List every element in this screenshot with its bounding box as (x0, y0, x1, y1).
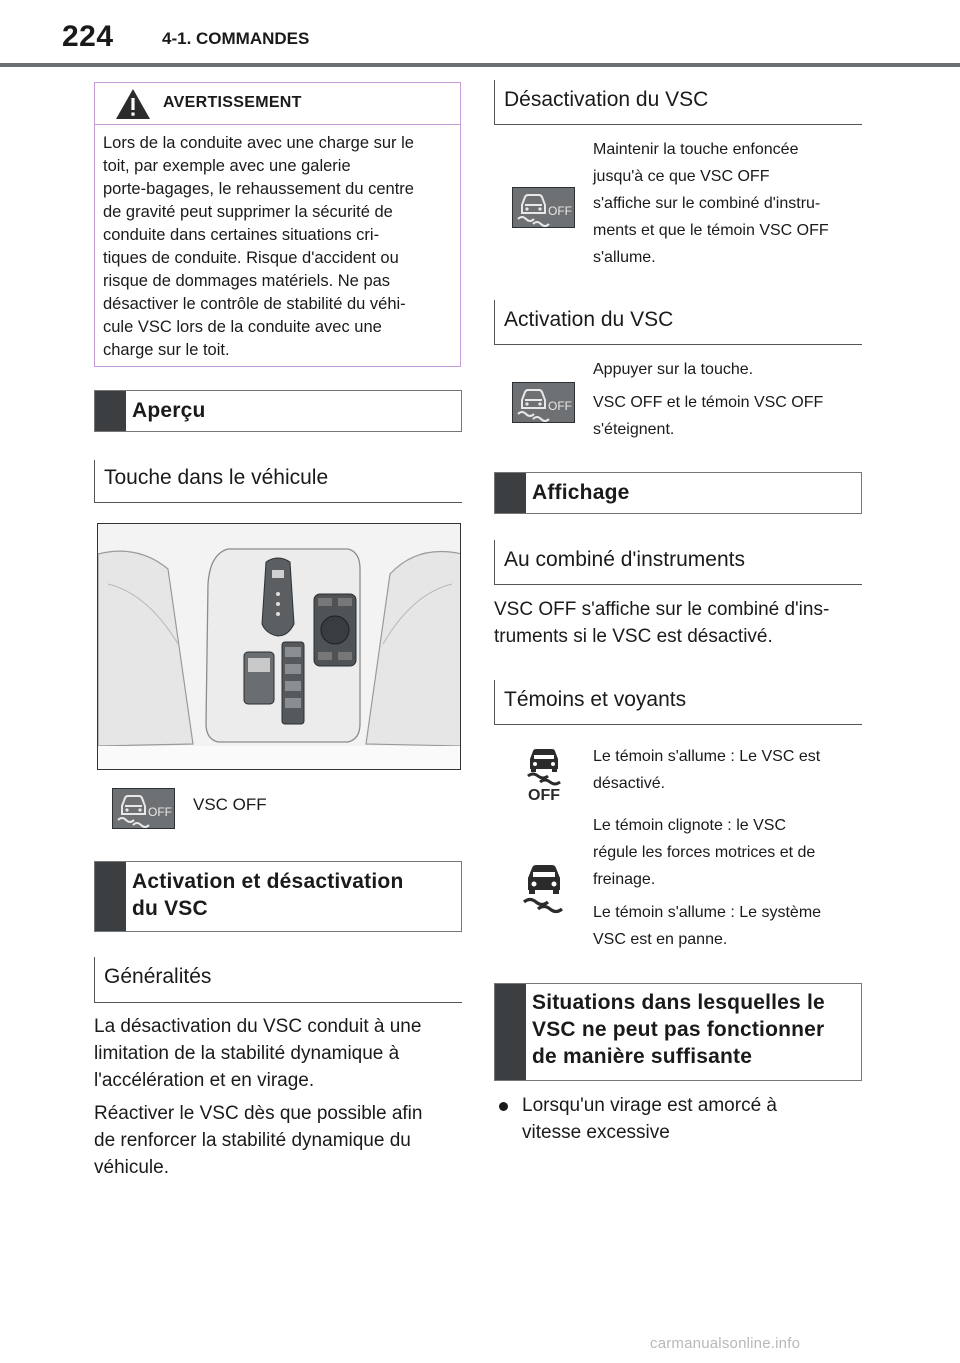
warning-title: AVERTISSEMENT (163, 94, 302, 111)
vsc-off-button-icon (512, 187, 575, 228)
section-title: 4-1. COMMANDES (162, 29, 310, 48)
subheading-desactivation (494, 80, 862, 125)
temoin2-text-2: Le témoin s'allume : Le système VSC est en panne. (593, 904, 822, 948)
warning-header (95, 83, 460, 125)
console-illustration (97, 523, 461, 770)
heading-apercu-text: Aperçu (132, 399, 206, 422)
subheading-activation (494, 300, 862, 345)
vsc-button-off-text: OFF (548, 399, 572, 413)
subheading-desactivation-text: Désactivation du VSC (504, 88, 709, 111)
paragraph-limitation: La désactivation du VSC conduit à une limitation de la stabilité dynamique à l'accélération et en virage. (94, 1016, 422, 1091)
subheading-temoins-text: Témoins et voyants (504, 688, 687, 711)
warning-box (94, 82, 461, 367)
subheading-activation-text: Activation du VSC (504, 308, 674, 331)
subheading-combine (494, 540, 862, 585)
heading-situations-text: Situations dans lesquelles le VSC ne peut pas fonctionner de manière suffisante (532, 991, 825, 1068)
subheading-temoins (494, 680, 862, 725)
console-drawing (98, 524, 461, 770)
vsc-button-off-text: OFF (148, 805, 172, 819)
vsc-off-label: VSC OFF (193, 795, 267, 814)
header-rule (0, 63, 960, 67)
subheading-touche (94, 460, 462, 503)
vsc-off-indicator-icon (524, 745, 564, 802)
paragraph-reactiver: Réactiver le VSC dès que possible afin de renforcer la stabilité dynamique du véhicule. (94, 1103, 423, 1178)
heading-affichage (494, 472, 862, 514)
temoin2-text-1: Le témoin clignote : le VSC régule les forces motrices et de freinage. (593, 817, 816, 888)
heading-situations (494, 983, 862, 1081)
desactivation-text: Maintenir la touche enfoncée jusqu'à ce que VSC OFF s'affiche sur le combiné d'instru- ments et que le témoin VSC OFF s'allume. (593, 141, 829, 266)
activation-text-1: Appuyer sur la touche. (593, 361, 754, 378)
vsc-indicator-off-text: OFF (528, 787, 560, 802)
combine-text: VSC OFF s'affiche sur le combiné d'ins- truments si le VSC est désactivé. (494, 599, 830, 647)
temoin1-text: Le témoin s'allume : Le VSC est désactivé. (593, 748, 821, 792)
watermark: carmanualsonline.info (650, 1335, 801, 1352)
vsc-off-button-icon (112, 788, 175, 829)
subheading-touche-text: Touche dans le véhicule (104, 466, 329, 489)
bullet-dot (499, 1102, 508, 1111)
warning-text: Lors de la conduite avec une charge sur le toit, par exemple avec une galerie porte-bagages, le rehaussement du centre de gravité peut supprimer la sécurité de conduite dans certaines situations cri- tiques de conduite. Risque d'accident ou risque de dommages matériels. Ne pas désactiver le contrôle de stabilité du véhi- cule VSC lors de la conduite avec une charge sur le toit. (103, 134, 414, 359)
page-number: 224 (62, 20, 114, 53)
subheading-generalites (94, 957, 462, 1003)
heading-affichage-text: Affichage (532, 481, 630, 504)
vsc-indicator-icon (521, 862, 567, 914)
warning-triangle-icon (115, 88, 151, 120)
vsc-off-button-icon (512, 382, 575, 423)
heading-activation-desactivation (94, 861, 462, 932)
subheading-generalites-text: Généralités (104, 965, 212, 988)
activation-text-2: VSC OFF et le témoin VSC OFF s'éteignent. (593, 394, 824, 438)
heading-activation-desactivation-text: Activation et désactivation du VSC (132, 870, 404, 920)
subheading-combine-text: Au combiné d'instruments (504, 548, 745, 571)
bullet-text: Lorsqu'un virage est amorcé à vitesse excessive (522, 1095, 777, 1143)
vsc-button-off-text: OFF (548, 204, 572, 218)
heading-apercu (94, 390, 462, 432)
